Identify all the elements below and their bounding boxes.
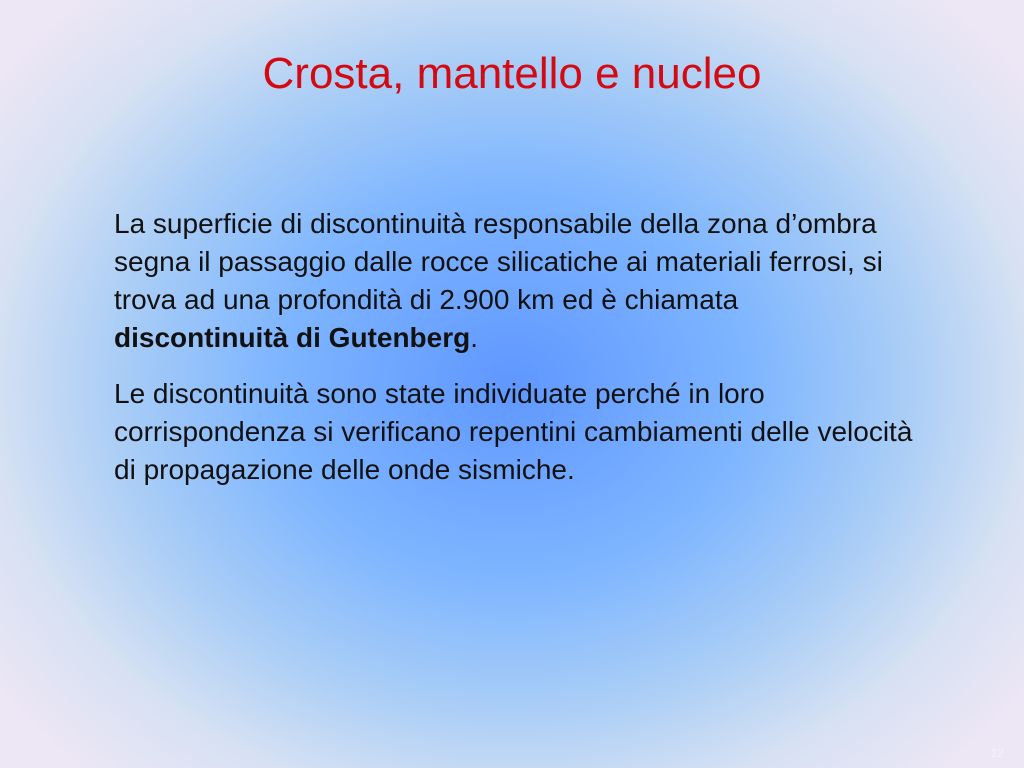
paragraph-gutenberg-text: La superficie di discontinuità responsabile della zona d’ombra segna il passaggio dalle rocce silicatiche ai materiali ferrosi, si trova ad una profondità di 2.900 km ed è chiamata	[114, 208, 883, 315]
gutenberg-term: discontinuità di Gutenberg	[114, 322, 471, 353]
slide-body	[114, 205, 914, 507]
paragraph-gutenberg	[114, 205, 914, 357]
paragraph-discontinuities: Le discontinuità sono state individuate perché in loro corrispondenza si verificano repentini cambiamenti delle velocità di propagazione delle onde sismiche.	[114, 378, 913, 485]
slide-title: Crosta, mantello e nucleo	[262, 49, 762, 98]
paragraph-gutenberg-end: .	[470, 322, 479, 353]
page-number: 12	[990, 746, 1004, 760]
